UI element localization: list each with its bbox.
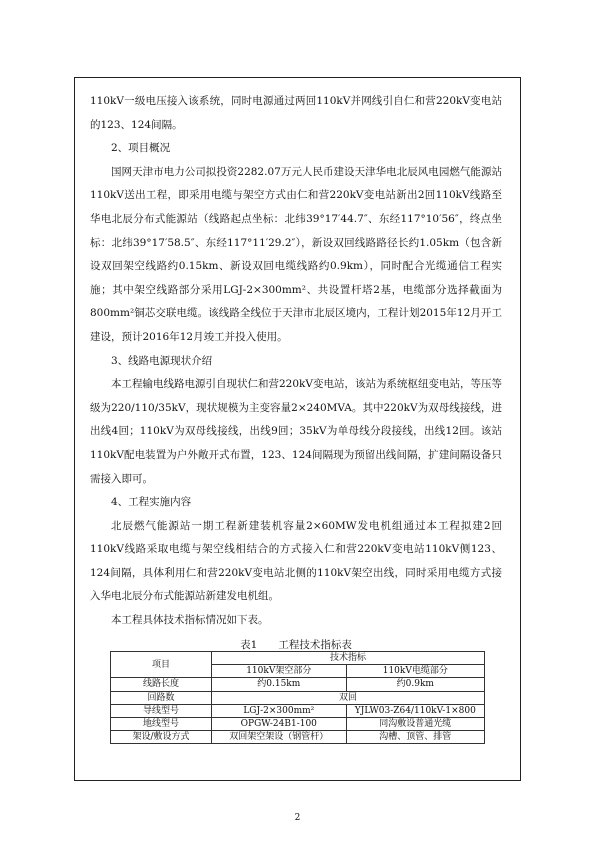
paragraph-table-intro: 本工程具体技术指标情况如下表。 (111, 614, 269, 627)
row-label: 地线型号 (111, 717, 212, 730)
table-row (111, 704, 485, 717)
table-row (111, 717, 485, 730)
row-label: 导线型号 (111, 704, 212, 717)
cell-overhead: OPGW-24B1-100 (211, 717, 346, 730)
document-body (90, 90, 502, 655)
cell-cable: 同沟敷设普通光缆 (346, 717, 484, 730)
cell-overhead: 双回架空架设（钢管杆） (211, 731, 346, 744)
paragraph-intro: 110kV一级电压接入该系统，同时电源通过两回110kV并网线引自仁和营220kV变电站的123、124间隔。 (90, 95, 502, 131)
cell-cable: 约0.9km (346, 678, 484, 691)
table-header-row (111, 652, 485, 665)
header-item: 项目 (111, 652, 212, 678)
header-overhead: 110kV架空部分 (211, 665, 346, 678)
section-heading-implementation: 4、工程实施内容 (111, 496, 192, 509)
row-label: 线路长度 (111, 678, 212, 691)
cell-cable: 沟槽、顶管、排管 (346, 731, 484, 744)
technical-spec-table (110, 651, 485, 744)
table-row (111, 691, 485, 704)
section-heading-overview: 2、项目概况 (111, 142, 171, 155)
table-caption: 表1 工程技术指标表 (240, 638, 352, 651)
row-label: 架设/敷设方式 (111, 731, 212, 744)
cell-overhead: 约0.15km (211, 678, 346, 691)
page-number: 2 (294, 813, 301, 823)
paragraph-power-source: 本工程输电线路电源引自现状仁和营220kV变电站，该站为系统枢纽变电站，等压等级为220/110/35kV，现状规模为主变容量2×240MVA。其中220kV为双母线接线，进出线4回；110kV为双母线接线，出线9回；35kV为单母线分段接线，出线12回。该站110kV配电装置为户外敞开式布置，123、124间隔现为预留出线间隔，扩建间隔设备只需接入即可。 (90, 378, 502, 485)
section-heading-power-source: 3、线路电源现状介绍 (111, 354, 213, 367)
table-row (111, 678, 485, 691)
paragraph-implementation: 北辰燃气能源站一期工程新建装机容量2×60MW发电机组通过本工程拟建2回110kV线路采取电缆与架空线相结合的方式接入仁和营220kV变电站110kV侧123、124间隔，具体利用仁和营220kV变电站北侧的110kV架空出线，同时采用电缆方式接入华电北辰分布式能源站新建发电机组。 (90, 519, 502, 603)
cell-overhead: LGJ-2×300mm² (211, 704, 346, 717)
row-label: 回路数 (111, 691, 212, 704)
table-row (111, 731, 485, 744)
cell-cable: YJLW03-Z64/110kV-1×800 (346, 704, 484, 717)
header-cable: 110kV电缆部分 (346, 665, 484, 678)
cell-merged: 双回 (211, 691, 484, 704)
paragraph-overview: 国网天津市电力公司拟投资2282.07万元人民币建设天津华电北辰风电园燃气能源站110kV送出工程，即采用电缆与架空方式由仁和营220kV变电站新出2回110kV线路至华电北辰分布式能源站（线路起点坐标：北纬39°17′44.7″、东经117°10′56″，终点坐标：北纬39°17′58.5″、东经117°11′29.2″），新设双回线路路径长约1.05km（包含新设双回架空线路约0.15km、新设双回电缆线路约0.9km），同时配合光缆通信工程实施；其中架空线路部分采用LGJ-2×300mm²、共设置杆塔2基，电缆部分选择截面为800mm²铜芯交联电缆。该线路全线位于天津市北辰区境内，工程计划2015年12月开工建设，预计2016年12月竣工并投入使用。 (90, 165, 502, 343)
header-tech-indicators: 技术指标 (211, 652, 484, 665)
